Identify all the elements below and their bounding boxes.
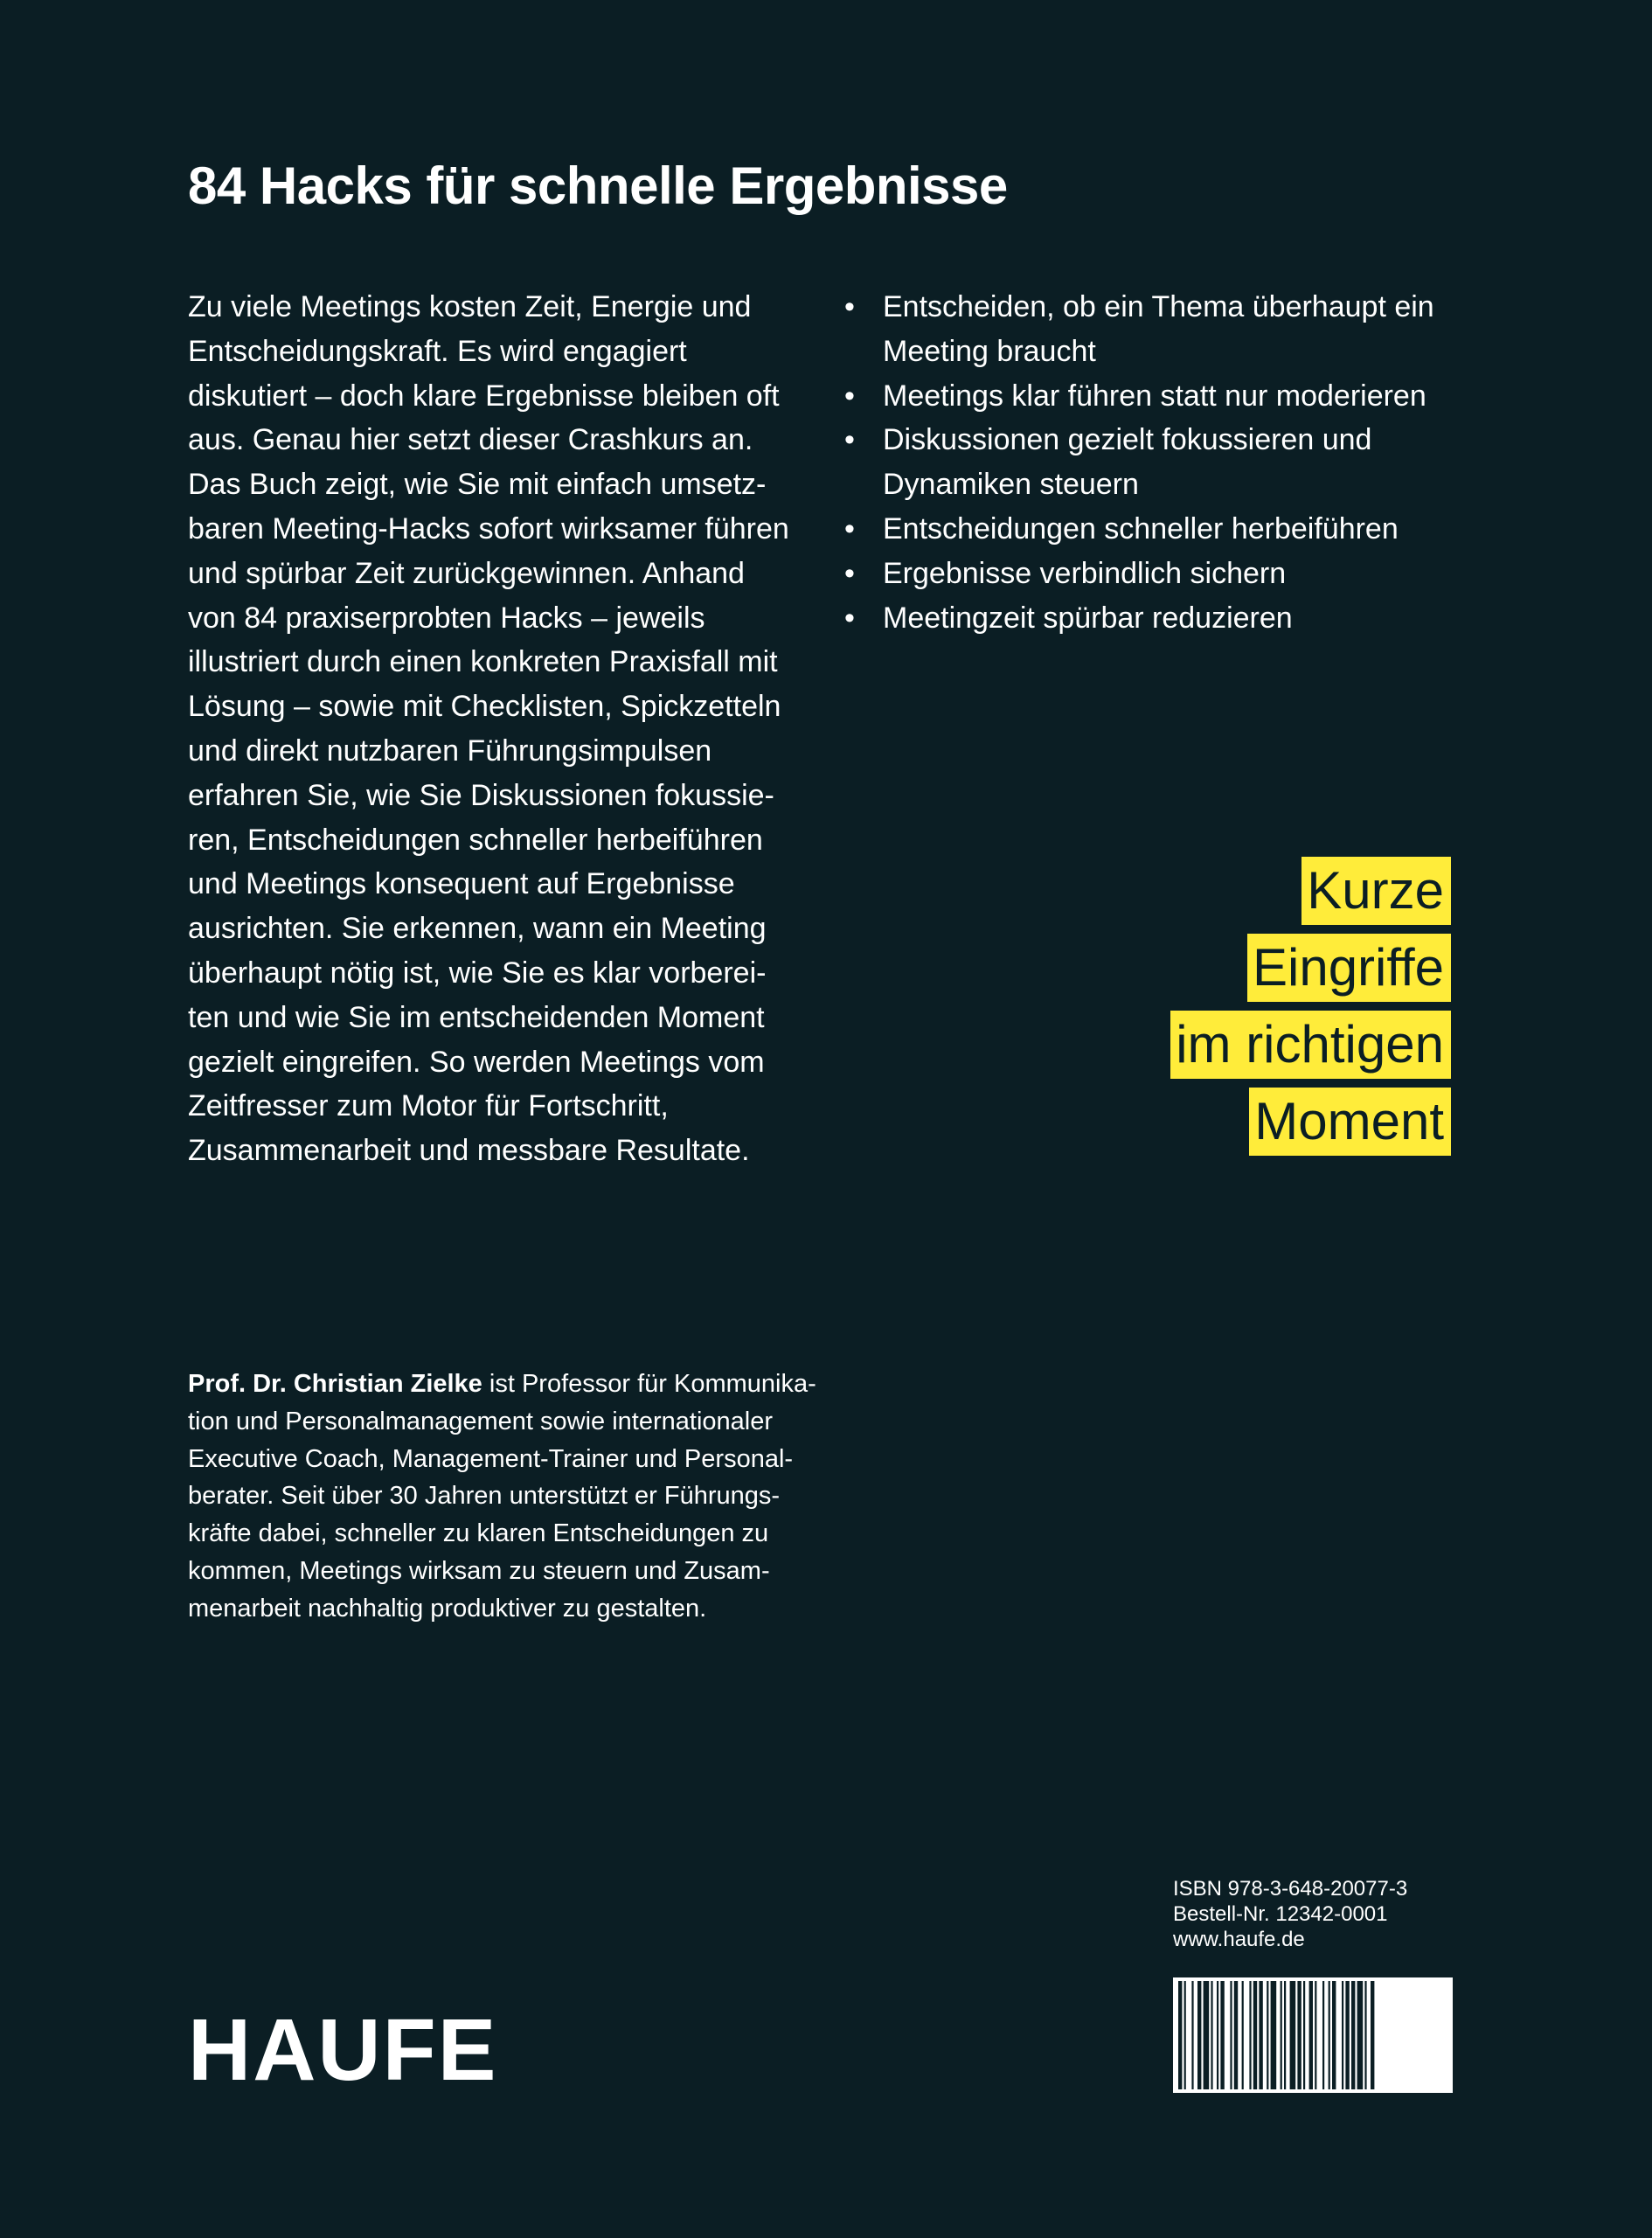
barcode-bar: [1297, 1981, 1301, 2089]
barcode-bar: [1242, 1981, 1244, 2089]
barcode-bar: [1364, 1981, 1366, 2089]
author-bio-line: kommen, Meetings wirksam zu steuern und Zusam-: [188, 1556, 770, 1585]
description-line: Zeitfresser zum Motor für Fortschritt,: [188, 1089, 669, 1123]
benefit-item: [839, 596, 1468, 641]
description-line: gezielt eingreifen. So werden Meetings vom: [188, 1045, 765, 1079]
benefit-item: [839, 418, 1468, 507]
book-description: [188, 285, 817, 1173]
bullet-icon: •: [844, 379, 855, 413]
barcode-bar: [1315, 1981, 1316, 2089]
description-line: aus. Genau hier setzt dieser Crashkurs an.: [188, 423, 753, 457]
barcode-bar: [1371, 1981, 1374, 2089]
benefit-text: Entscheidungen schneller herbeiführen: [883, 511, 1399, 546]
author-bio-line: berater. Seit über 30 Jahren unterstützt er Führungs-: [188, 1482, 781, 1511]
description-line: illustriert durch einen konkreten Praxisfall mit: [188, 645, 778, 679]
benefit-text: Meeting braucht: [883, 334, 1096, 368]
barcode-bar: [1329, 1981, 1330, 2089]
description-line: ausrichten. Sie erkennen, wann ein Meeting: [188, 912, 767, 946]
barcode-bar: [1259, 1981, 1262, 2089]
description-line: diskutiert – doch klare Ergebnisse bleiben oft: [188, 379, 780, 413]
description-line: und direkt nutzbaren Führungsimpulsen: [188, 733, 712, 768]
barcode-bar: [1178, 1981, 1182, 2089]
description-line: überhaupt nötig ist, wie Sie es klar vorberei-: [188, 956, 767, 990]
bullet-icon: •: [844, 601, 855, 635]
barcode-bar: [1284, 1981, 1286, 2089]
author-bio-line: menarbeit nachhaltig produktiver zu gestalten.: [188, 1594, 707, 1623]
barcode-bar: [1345, 1981, 1349, 2089]
book-headline: 84 Hacks für schnelle Ergebnisse: [188, 156, 1008, 215]
order-number: Bestell-Nr. 12342-0001: [1173, 1902, 1388, 1926]
benefits-list: [839, 285, 1468, 640]
benefit-item: [839, 552, 1468, 596]
publisher-logo: HAUFE: [188, 2001, 498, 2099]
barcode-bar: [1357, 1981, 1364, 2089]
bullet-icon: •: [844, 423, 855, 457]
barcode-bar: [1332, 1981, 1336, 2089]
author-bio-line: Executive Coach, Management-Trainer und Personal-: [188, 1444, 794, 1473]
benefit-text: Meetings klar führen statt nur moderieren: [883, 379, 1426, 413]
barcode-bar: [1220, 1981, 1224, 2089]
benefit-item: [839, 507, 1468, 552]
barcode-bar: [1309, 1981, 1313, 2089]
barcode-bar: [1204, 1981, 1210, 2089]
description-line: und Meetings konsequent auf Ergebnisse: [188, 867, 735, 901]
barcode-bar: [1271, 1981, 1277, 2089]
barcode-bar: [1234, 1981, 1238, 2089]
barcode-bar: [1211, 1981, 1212, 2089]
barcode-bar: [1249, 1981, 1251, 2089]
description-line: von 84 praxiserprobten Hacks – jeweils: [188, 601, 705, 635]
barcode-bar: [1290, 1981, 1296, 2089]
description-line: Zu viele Meetings kosten Zeit, Energie und: [188, 290, 752, 323]
description-line: Entscheidungskraft. Es wird engagiert: [188, 334, 687, 368]
description-line: und spürbar Zeit zurückgewinnen. Anhand: [188, 556, 745, 590]
tagline-line: Kurze: [1301, 857, 1451, 925]
barcode-bar: [1191, 1981, 1193, 2089]
tagline-line: Eingriffe: [1247, 934, 1451, 1002]
author-bio-line: kräfte dabei, schneller zu klaren Entscheidungen zu: [188, 1519, 769, 1548]
imprint-info: [1173, 1876, 1407, 1952]
description-line: ten und wie Sie im entscheidenden Moment: [188, 1000, 765, 1034]
barcode-bar: [1351, 1981, 1355, 2089]
barcode-bar: [1267, 1981, 1268, 2089]
tagline-line: Moment: [1249, 1088, 1451, 1156]
barcode-icon: [1173, 1977, 1453, 2093]
barcode-bar: [1322, 1981, 1324, 2089]
benefit-text: Entscheiden, ob ein Thema überhaupt ein: [883, 290, 1434, 323]
barcode-bar: [1281, 1981, 1282, 2089]
bullet-icon: •: [844, 556, 855, 590]
description-line: erfahren Sie, wie Sie Diskussionen fokussie-: [188, 778, 774, 812]
barcode-bar: [1197, 1981, 1201, 2089]
benefit-item: [839, 285, 1468, 374]
barcode-bar: [1253, 1981, 1257, 2089]
isbn: ISBN 978-3-648-20077-3: [1173, 1877, 1408, 1901]
description-line: baren Meeting-Hacks sofort wirksamer führen: [188, 511, 789, 546]
highlighted-tagline: [1170, 857, 1451, 1164]
benefit-text: Meetingzeit spürbar reduzieren: [883, 601, 1293, 635]
description-line: Lösung – sowie mit Checklisten, Spickzetteln: [188, 690, 781, 724]
description-line: Das Buch zeigt, wie Sie mit einfach umsetz-: [188, 468, 767, 502]
benefit-item: [839, 374, 1468, 419]
website-url: www.haufe.de: [1173, 1928, 1305, 1951]
benefit-text: Ergebnisse verbindlich sichern: [883, 556, 1287, 590]
description-line: ren, Entscheidungen schneller herbeiführen: [188, 823, 763, 857]
barcode-bar: [1230, 1981, 1232, 2089]
bullet-icon: •: [844, 290, 855, 323]
author-bio-line: ist Professor für Kommunika-: [482, 1370, 816, 1398]
bullet-icon: •: [844, 511, 855, 546]
benefit-text: Dynamiken steuern: [883, 468, 1139, 502]
barcode-bar: [1303, 1981, 1305, 2089]
barcode-bar: [1217, 1981, 1218, 2089]
description-line: Zusammenarbeit und messbare Resultate.: [188, 1134, 750, 1168]
barcode-bar: [1184, 1981, 1186, 2089]
author-bio-line: tion und Personalmanagement sowie internationaler: [188, 1407, 774, 1435]
benefit-text: Diskussionen gezielt fokussieren und: [883, 423, 1372, 457]
author-bio: [188, 1366, 852, 1628]
tagline-line: im richtigen: [1170, 1011, 1451, 1079]
barcode-bar: [1342, 1981, 1343, 2089]
author-name: Prof. Dr. Christian Zielke: [188, 1370, 482, 1398]
